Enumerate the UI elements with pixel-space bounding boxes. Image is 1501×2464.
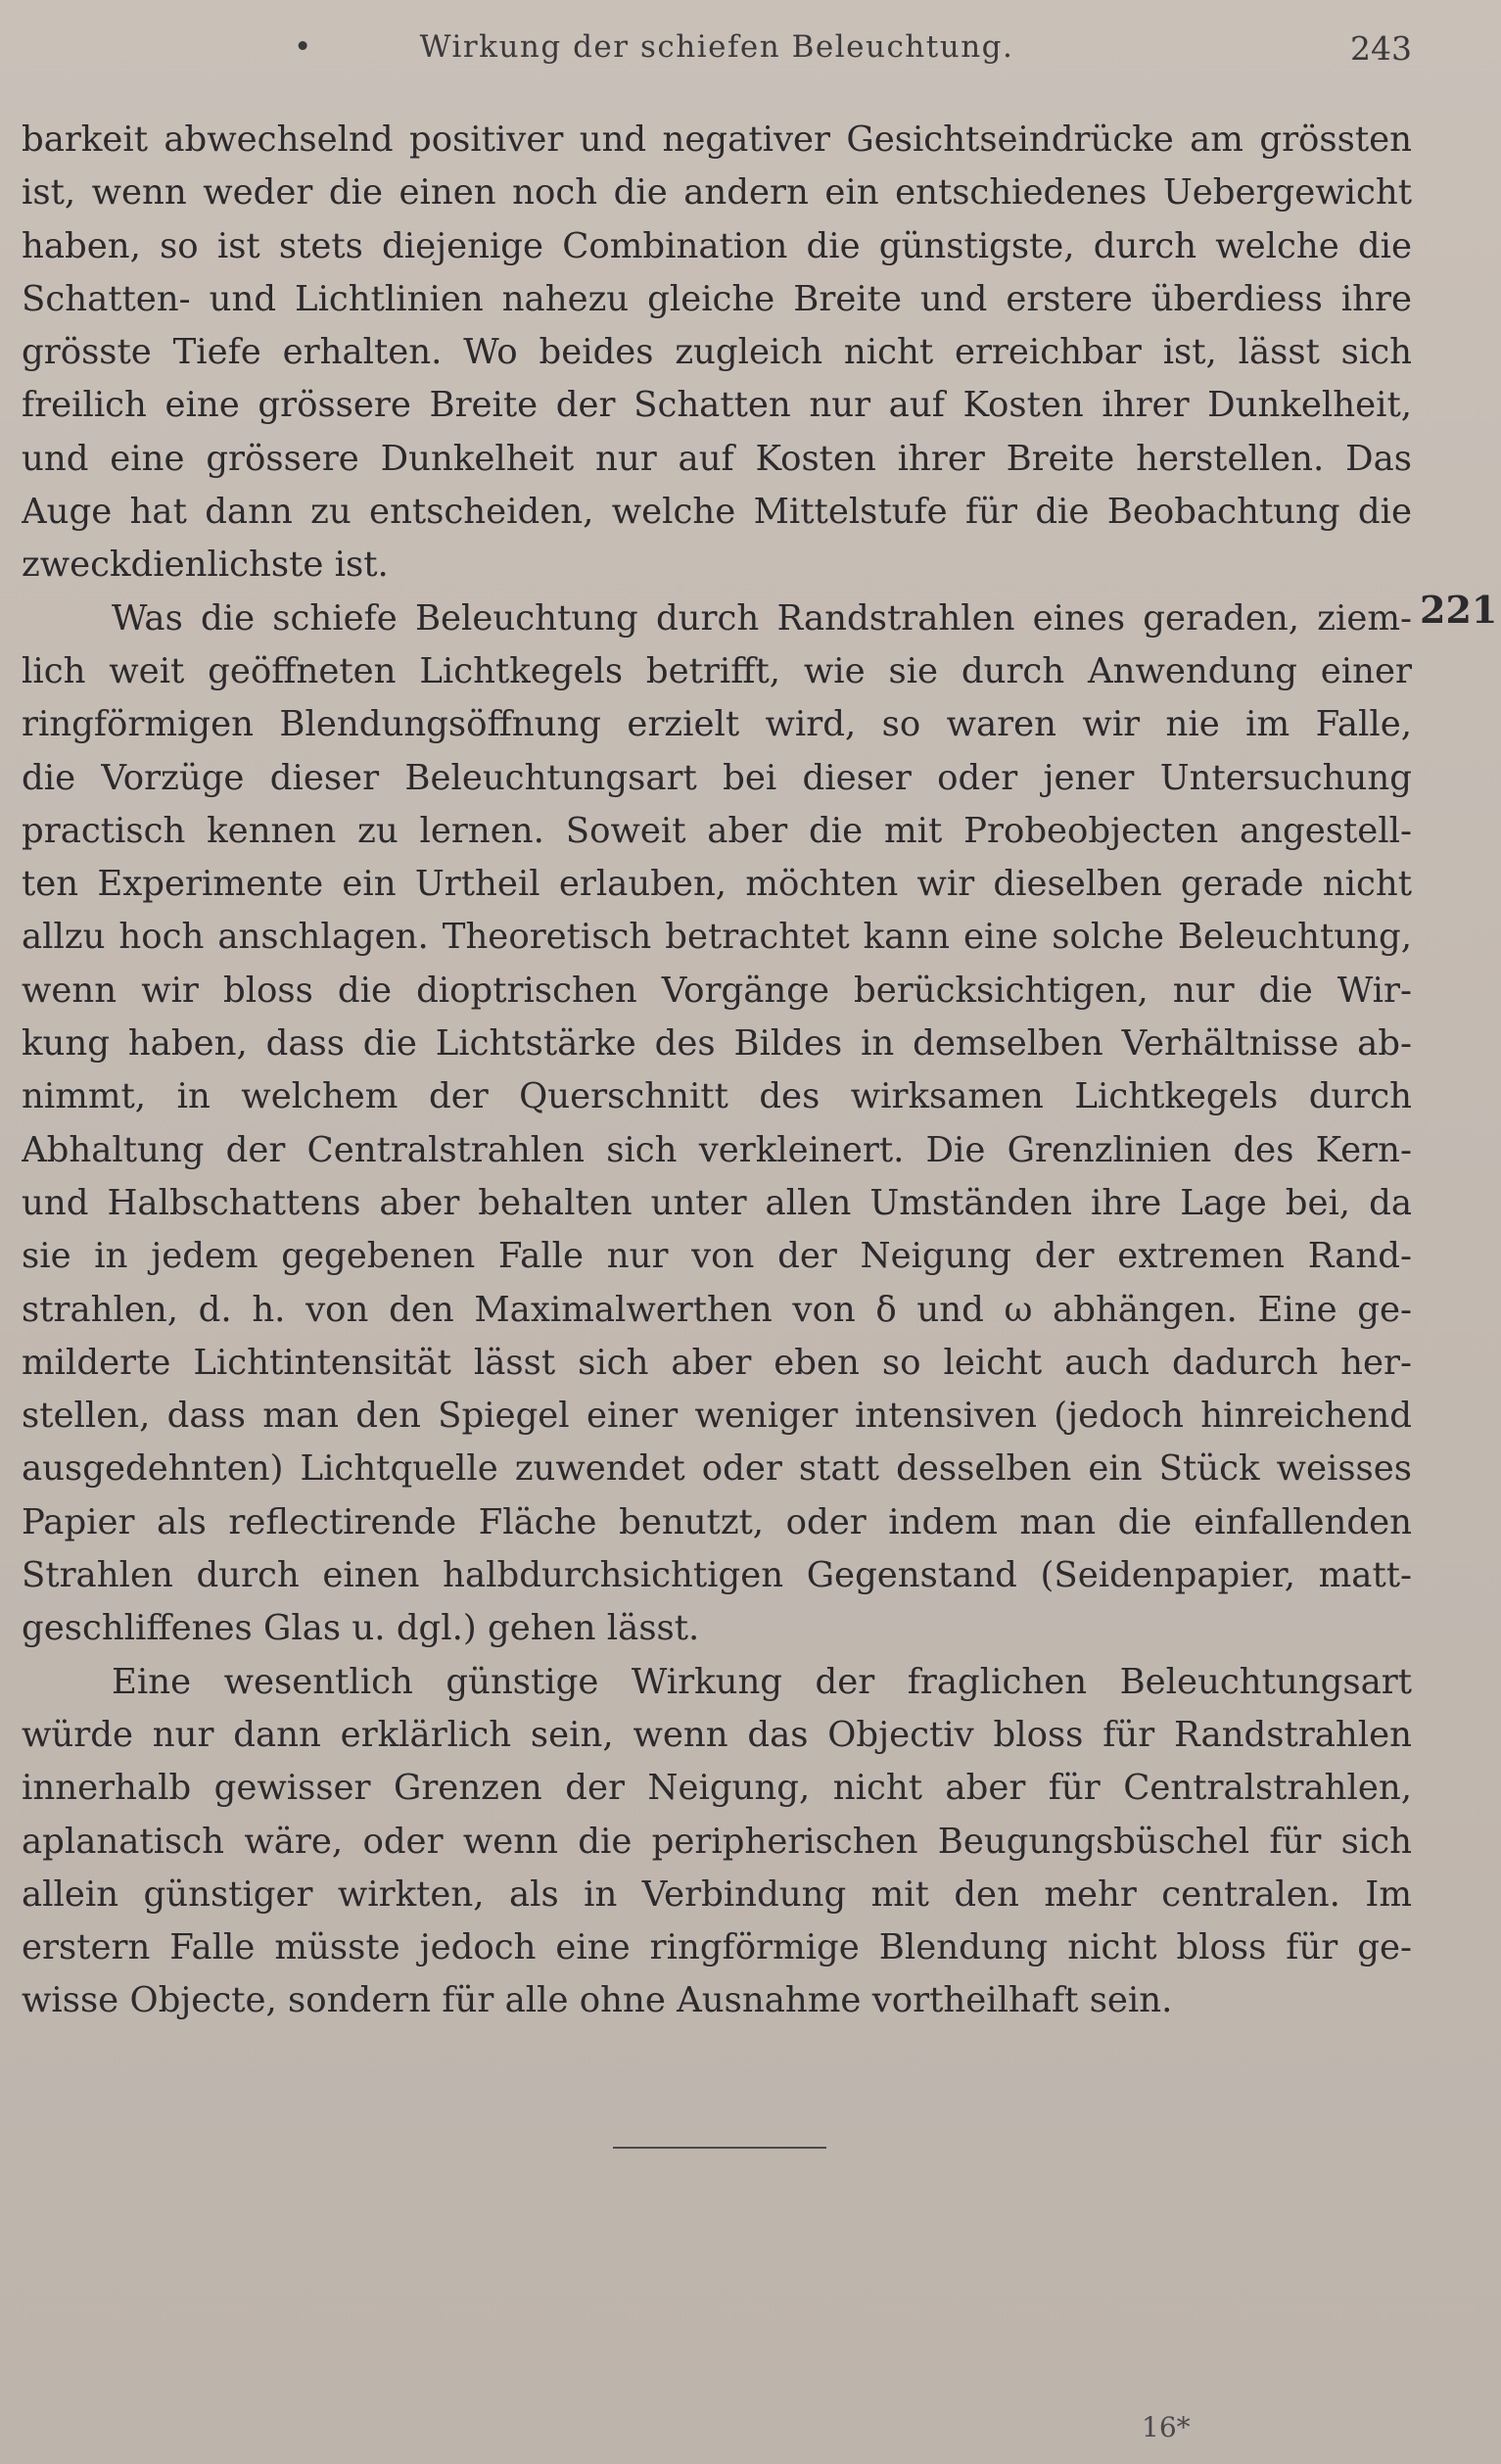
text-line: allein günstiger wirkten, als in Verbindung mit den mehr centralen. Im — [22, 1873, 1412, 1915]
text-line: aplanatisch wäre, oder wenn die peripherischen Beugungsbüschel für sich — [22, 1821, 1412, 1862]
text-line: Strahlen durch einen halbdurchsichtigen Gegenstand (Seidenpapier, matt- — [22, 1555, 1412, 1596]
running-header — [22, 29, 1412, 72]
text-line: allzu hoch anschlagen. Theoretisch betrachtet kann eine solche Beleuchtung, — [22, 917, 1412, 958]
text-line: wenn wir bloss die dioptrischen Vorgänge berücksichtigen, nur die Wir- — [22, 970, 1412, 1011]
text-line: nimmt, in welchem der Querschnitt des wirksamen Lichtkegels durch — [22, 1076, 1412, 1117]
text-line: geschliffenes Glas u. dgl.) gehen lässt. — [22, 1608, 700, 1649]
text-line: kung haben, dass die Lichtstärke des Bildes in demselben Verhältnisse ab- — [22, 1023, 1412, 1065]
text-line: Papier als reflectirende Fläche benutzt, oder indem man die einfallenden — [22, 1501, 1412, 1542]
text-line: strahlen, d. h. von den Maximalwerthen von δ und ω abhängen. Eine ge- — [22, 1289, 1412, 1330]
text-line: ist, wenn weder die einen noch die andern ein entschiedenes Uebergewicht — [22, 172, 1412, 213]
section-end-rule — [613, 2147, 826, 2149]
paragraph — [22, 592, 1412, 1656]
text-line: freilich eine grössere Breite der Schatten nur auf Kosten ihrer Dunkelheit, — [22, 385, 1412, 426]
text-line: practisch kennen zu lernen. Soweit aber die mit Probeobjecten angestell- — [22, 810, 1412, 851]
text-line: ausgedehnten) Lichtquelle zuwendet oder statt desselben ein Stück weisses — [22, 1448, 1412, 1490]
text-line: und eine grössere Dunkelheit nur auf Kosten ihrer Breite herstellen. Das — [22, 438, 1412, 479]
text-line: barkeit abwechselnd positiver und negativer Gesichtseindrücke am grössten — [22, 119, 1412, 160]
text-line: grösste Tiefe erhalten. Wo beides zugleich nicht erreichbar ist, lässt sich — [22, 332, 1412, 373]
text-line: ringförmigen Blendungsöffnung erzielt wird, so waren wir nie im Falle, — [22, 704, 1412, 745]
printer-signature-mark: 16* — [1142, 2411, 1191, 2443]
text-line: Auge hat dann zu entscheiden, welche Mittelstufe für die Beobachtung die — [22, 492, 1412, 533]
text-line: und Halbschattens aber behalten unter allen Umständen ihre Lage bei, da — [22, 1182, 1412, 1223]
text-line: Was die schiefe Beleuchtung durch Randstrahlen eines geraden, ziem- — [112, 597, 1412, 639]
text-line: Schatten- und Lichtlinien nahezu gleiche Breite und erstere überdiess ihre — [22, 278, 1412, 319]
text-line: wisse Objecte, sondern für alle ohne Ausnahme vortheilhaft sein. — [22, 1980, 1173, 2021]
paragraph — [22, 1656, 1412, 2028]
text-line: Abhaltung der Centralstrahlen sich verkleinert. Die Grenzlinien des Kern- — [22, 1129, 1412, 1170]
margin-section-number: 221 — [1420, 588, 1498, 632]
text-line: zweckdienlichste ist. — [22, 545, 389, 586]
text-line: erstern Falle müsste jedoch eine ringförmige Blendung nicht bloss für ge- — [22, 1927, 1412, 1968]
text-line: die Vorzüge dieser Beleuchtungsart bei dieser oder jener Untersuchung — [22, 757, 1412, 798]
text-line: stellen, dass man den Spiegel einer weniger intensiven (jedoch hinreichend — [22, 1396, 1412, 1437]
text-line: haben, so ist stets diejenige Combination die günstigste, durch welche die — [22, 225, 1412, 266]
page-number: 243 — [1350, 29, 1412, 68]
header-marker: • — [294, 29, 312, 65]
paragraph — [22, 114, 1412, 592]
text-line: innerhalb gewisser Grenzen der Neigung, nicht aber für Centralstrahlen, — [22, 1768, 1412, 1809]
text-line: lich weit geöffneten Lichtkegels betrifft, wie sie durch Anwendung einer — [22, 650, 1412, 691]
running-title: Wirkung der schiefen Beleuchtung. — [419, 29, 1014, 65]
text-line: würde nur dann erklärlich sein, wenn das Objectiv bloss für Randstrahlen — [22, 1714, 1412, 1755]
body-text — [22, 114, 1412, 2028]
text-line: Eine wesentlich günstige Wirkung der fraglichen Beleuchtungsart — [112, 1661, 1412, 1702]
text-line: ten Experimente ein Urtheil erlauben, möchten wir dieselben gerade nicht — [22, 864, 1412, 905]
text-line: milderte Lichtintensität lässt sich aber eben so leicht auch dadurch her- — [22, 1342, 1412, 1383]
text-line: sie in jedem gegebenen Falle nur von der Neigung der extremen Rand- — [22, 1236, 1412, 1277]
